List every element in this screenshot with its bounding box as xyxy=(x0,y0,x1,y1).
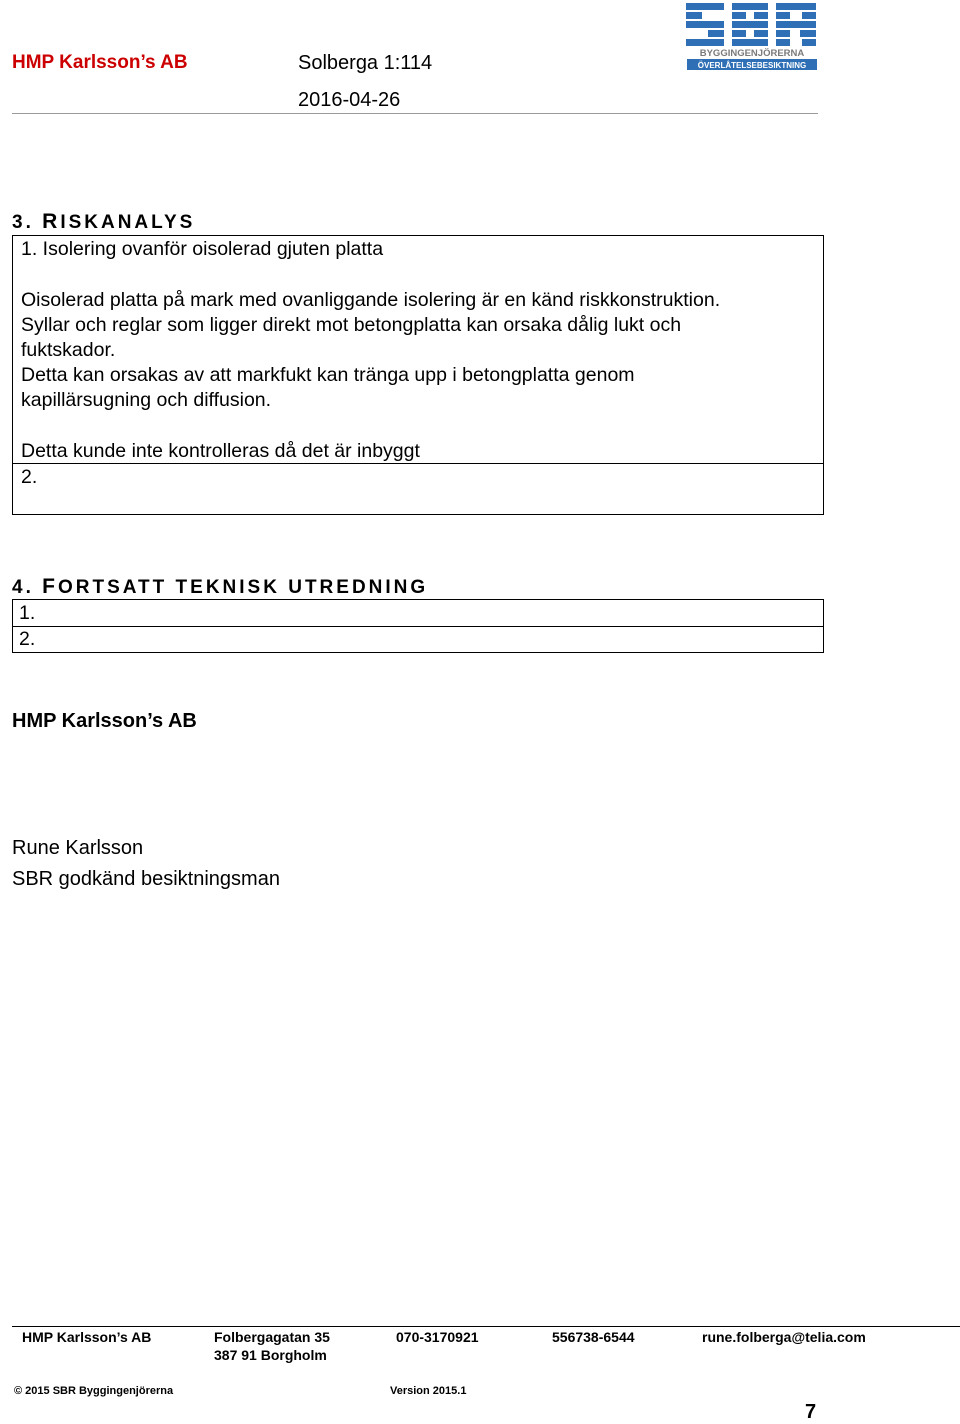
sbr-logo xyxy=(686,3,818,71)
footer-version: Version 2015.1 xyxy=(390,1385,467,1397)
section-3-title-initial: R xyxy=(42,210,61,233)
section-4-heading xyxy=(12,575,428,599)
signature-company: HMP Karlsson’s AB xyxy=(12,710,197,732)
risk-text-line: Oisolerad platta på mark med ovanliggande isolering är en känd riskkonstruktion. xyxy=(21,289,721,311)
footer-street: Folbergagatan 35 xyxy=(214,1329,330,1345)
section-3-number: 3. xyxy=(12,212,34,233)
footer-org-number: 556738-6544 xyxy=(552,1329,635,1345)
risk-item-1-title: 1. Isolering ovanför oisolerad gjuten platta xyxy=(21,238,384,260)
risk-analysis-table xyxy=(12,235,824,515)
signature-name: Rune Karlsson xyxy=(12,837,144,859)
risk-table-divider xyxy=(13,463,823,464)
page-number: 7 xyxy=(805,1401,817,1423)
header-divider xyxy=(12,113,818,114)
section-4-number: 4. xyxy=(12,577,34,598)
risk-text-line: kapillärsugning och diffusion. xyxy=(21,389,272,411)
section-3-heading xyxy=(12,210,195,234)
tech-item-2: 2. xyxy=(19,628,36,650)
logo-line1: BYGGINGENJÖRERNA xyxy=(699,48,805,59)
technical-investigation-table xyxy=(12,599,824,653)
risk-text-line: fuktskador. xyxy=(21,339,116,361)
footer-copyright: © 2015 SBR Byggingenjörerna xyxy=(14,1385,174,1397)
footer-city: 387 91 Borgholm xyxy=(214,1347,327,1363)
signature-title: SBR godkänd besiktningsman xyxy=(12,868,280,890)
logo-line2: ÖVERLÅTELSEBESIKTNING xyxy=(697,61,807,70)
header-property-designation: Solberga 1:114 xyxy=(298,52,433,74)
risk-note: Detta kunde inte kontrolleras då det är inbyggt xyxy=(21,440,420,462)
risk-text-line: Syllar och reglar som ligger direkt mot betongplatta kan orsaka dålig lukt och xyxy=(21,314,682,336)
risk-item-2: 2. xyxy=(21,466,38,488)
section-4-title-rest: ORTSATT TEKNISK UTREDNING xyxy=(57,577,429,598)
section-4-title-initial: F xyxy=(42,575,58,598)
tech-table-divider xyxy=(13,626,823,627)
footer-email: rune.folberga@telia.com xyxy=(702,1329,866,1345)
risk-text-line: Detta kan orsakas av att markfukt kan tränga upp i betongplatta genom xyxy=(21,364,635,386)
footer-company: HMP Karlsson’s AB xyxy=(22,1329,152,1345)
header-date: 2016-04-26 xyxy=(298,89,401,111)
header-company-name: HMP Karlsson’s AB xyxy=(12,52,188,73)
tech-item-1: 1. xyxy=(19,602,36,624)
section-3-title-rest: ISKANALYS xyxy=(60,212,196,233)
footer-divider xyxy=(12,1326,960,1327)
footer-phone: 070-3170921 xyxy=(396,1329,479,1345)
